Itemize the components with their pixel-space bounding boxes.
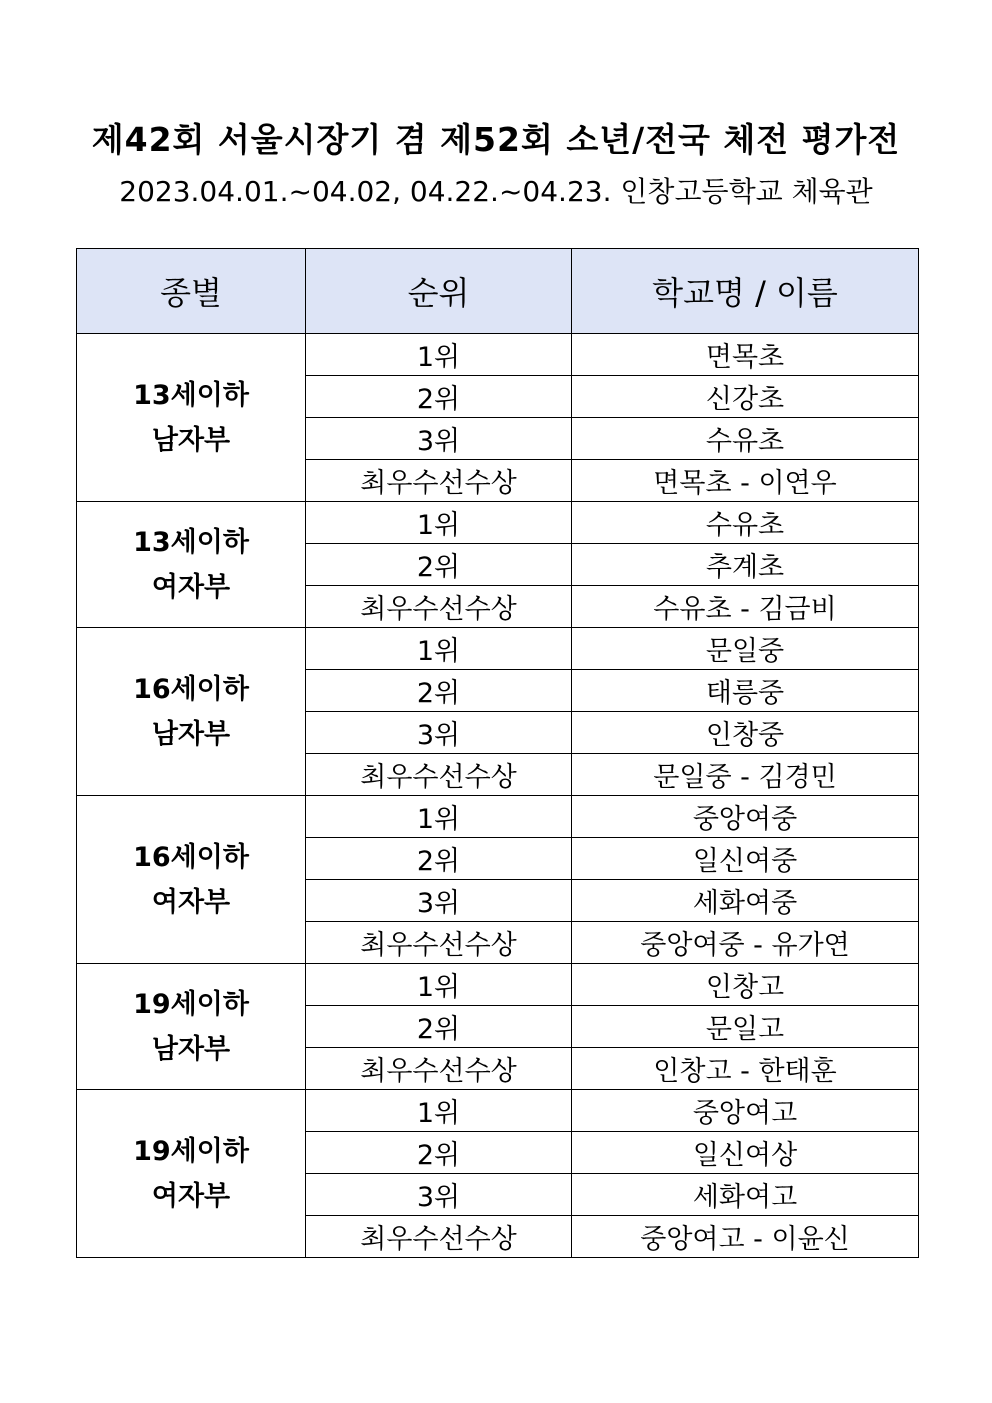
rank-cell: 2위 <box>306 838 572 880</box>
division-age: 13세이하 <box>133 526 249 558</box>
division-age: 19세이하 <box>133 1135 249 1167</box>
rank-cell: 3위 <box>306 1174 572 1216</box>
division-gender: 남자부 <box>151 424 231 456</box>
division-age: 13세이하 <box>133 379 249 411</box>
school-cell: 신강초 <box>572 376 919 418</box>
document-subtitle: 2023.04.01.~04.02, 04.22.~04.23. 인창고등학교 체육관 <box>119 175 873 208</box>
rank-cell: 1위 <box>306 628 572 670</box>
school-cell: 수유초 - 김금비 <box>572 586 919 628</box>
school-cell: 일신여상 <box>572 1132 919 1174</box>
school-cell: 태릉중 <box>572 670 919 712</box>
school-cell: 수유초 <box>572 418 919 460</box>
school-cell: 중앙여고 - 이윤신 <box>572 1216 919 1258</box>
column-header-rank: 순위 <box>306 249 572 334</box>
division-gender: 남자부 <box>151 1033 231 1065</box>
school-cell: 중앙여중 - 유가연 <box>572 922 919 964</box>
table-header-row <box>77 249 919 334</box>
school-cell: 문일고 <box>572 1006 919 1048</box>
document-title: 제42회 서울시장기 겸 제52회 소년/전국 체전 평가전 <box>91 120 901 159</box>
rank-cell: 2위 <box>306 1006 572 1048</box>
division-gender: 여자부 <box>151 571 231 603</box>
school-cell: 중앙여중 <box>572 796 919 838</box>
school-cell: 문일중 <box>572 628 919 670</box>
table-row <box>77 964 919 1006</box>
rank-cell: 최우수선수상 <box>306 586 572 628</box>
division-cell <box>77 964 306 1090</box>
division-gender: 남자부 <box>151 718 231 750</box>
school-cell: 문일중 - 김경민 <box>572 754 919 796</box>
division-gender: 여자부 <box>151 1180 231 1212</box>
rank-cell: 최우수선수상 <box>306 922 572 964</box>
school-cell: 면목초 - 이연우 <box>572 460 919 502</box>
school-cell: 세화여고 <box>572 1174 919 1216</box>
table-row <box>77 796 919 838</box>
rank-cell: 2위 <box>306 1132 572 1174</box>
rank-cell: 1위 <box>306 1090 572 1132</box>
rank-cell: 최우수선수상 <box>306 1048 572 1090</box>
rank-cell: 1위 <box>306 334 572 376</box>
rank-cell: 최우수선수상 <box>306 1216 572 1258</box>
division-age: 16세이하 <box>133 841 249 873</box>
column-header-school-name: 학교명 / 이름 <box>572 249 919 334</box>
rank-cell: 1위 <box>306 964 572 1006</box>
division-age: 19세이하 <box>133 988 249 1020</box>
rank-cell: 1위 <box>306 502 572 544</box>
table-row <box>77 628 919 670</box>
school-cell: 인창중 <box>572 712 919 754</box>
rank-cell: 3위 <box>306 880 572 922</box>
rank-cell: 2위 <box>306 376 572 418</box>
division-cell <box>77 628 306 796</box>
school-cell: 수유초 <box>572 502 919 544</box>
school-cell: 면목초 <box>572 334 919 376</box>
school-cell: 일신여중 <box>572 838 919 880</box>
rank-cell: 최우수선수상 <box>306 460 572 502</box>
school-cell: 추계초 <box>572 544 919 586</box>
division-cell <box>77 1090 306 1258</box>
column-header-division: 종별 <box>77 249 306 334</box>
rank-cell: 2위 <box>306 670 572 712</box>
table-row <box>77 502 919 544</box>
results-table <box>76 248 919 1258</box>
school-cell: 인창고 <box>572 964 919 1006</box>
rank-cell: 3위 <box>306 418 572 460</box>
division-cell <box>77 502 306 628</box>
rank-cell: 2위 <box>306 544 572 586</box>
division-cell <box>77 334 306 502</box>
school-cell: 인창고 - 한태훈 <box>572 1048 919 1090</box>
rank-cell: 1위 <box>306 796 572 838</box>
school-cell: 중앙여고 <box>572 1090 919 1132</box>
division-age: 16세이하 <box>133 673 249 705</box>
division-cell <box>77 796 306 964</box>
rank-cell: 최우수선수상 <box>306 754 572 796</box>
table-row <box>77 1090 919 1132</box>
division-gender: 여자부 <box>151 886 231 918</box>
table-row <box>77 334 919 376</box>
school-cell: 세화여중 <box>572 880 919 922</box>
rank-cell: 3위 <box>306 712 572 754</box>
